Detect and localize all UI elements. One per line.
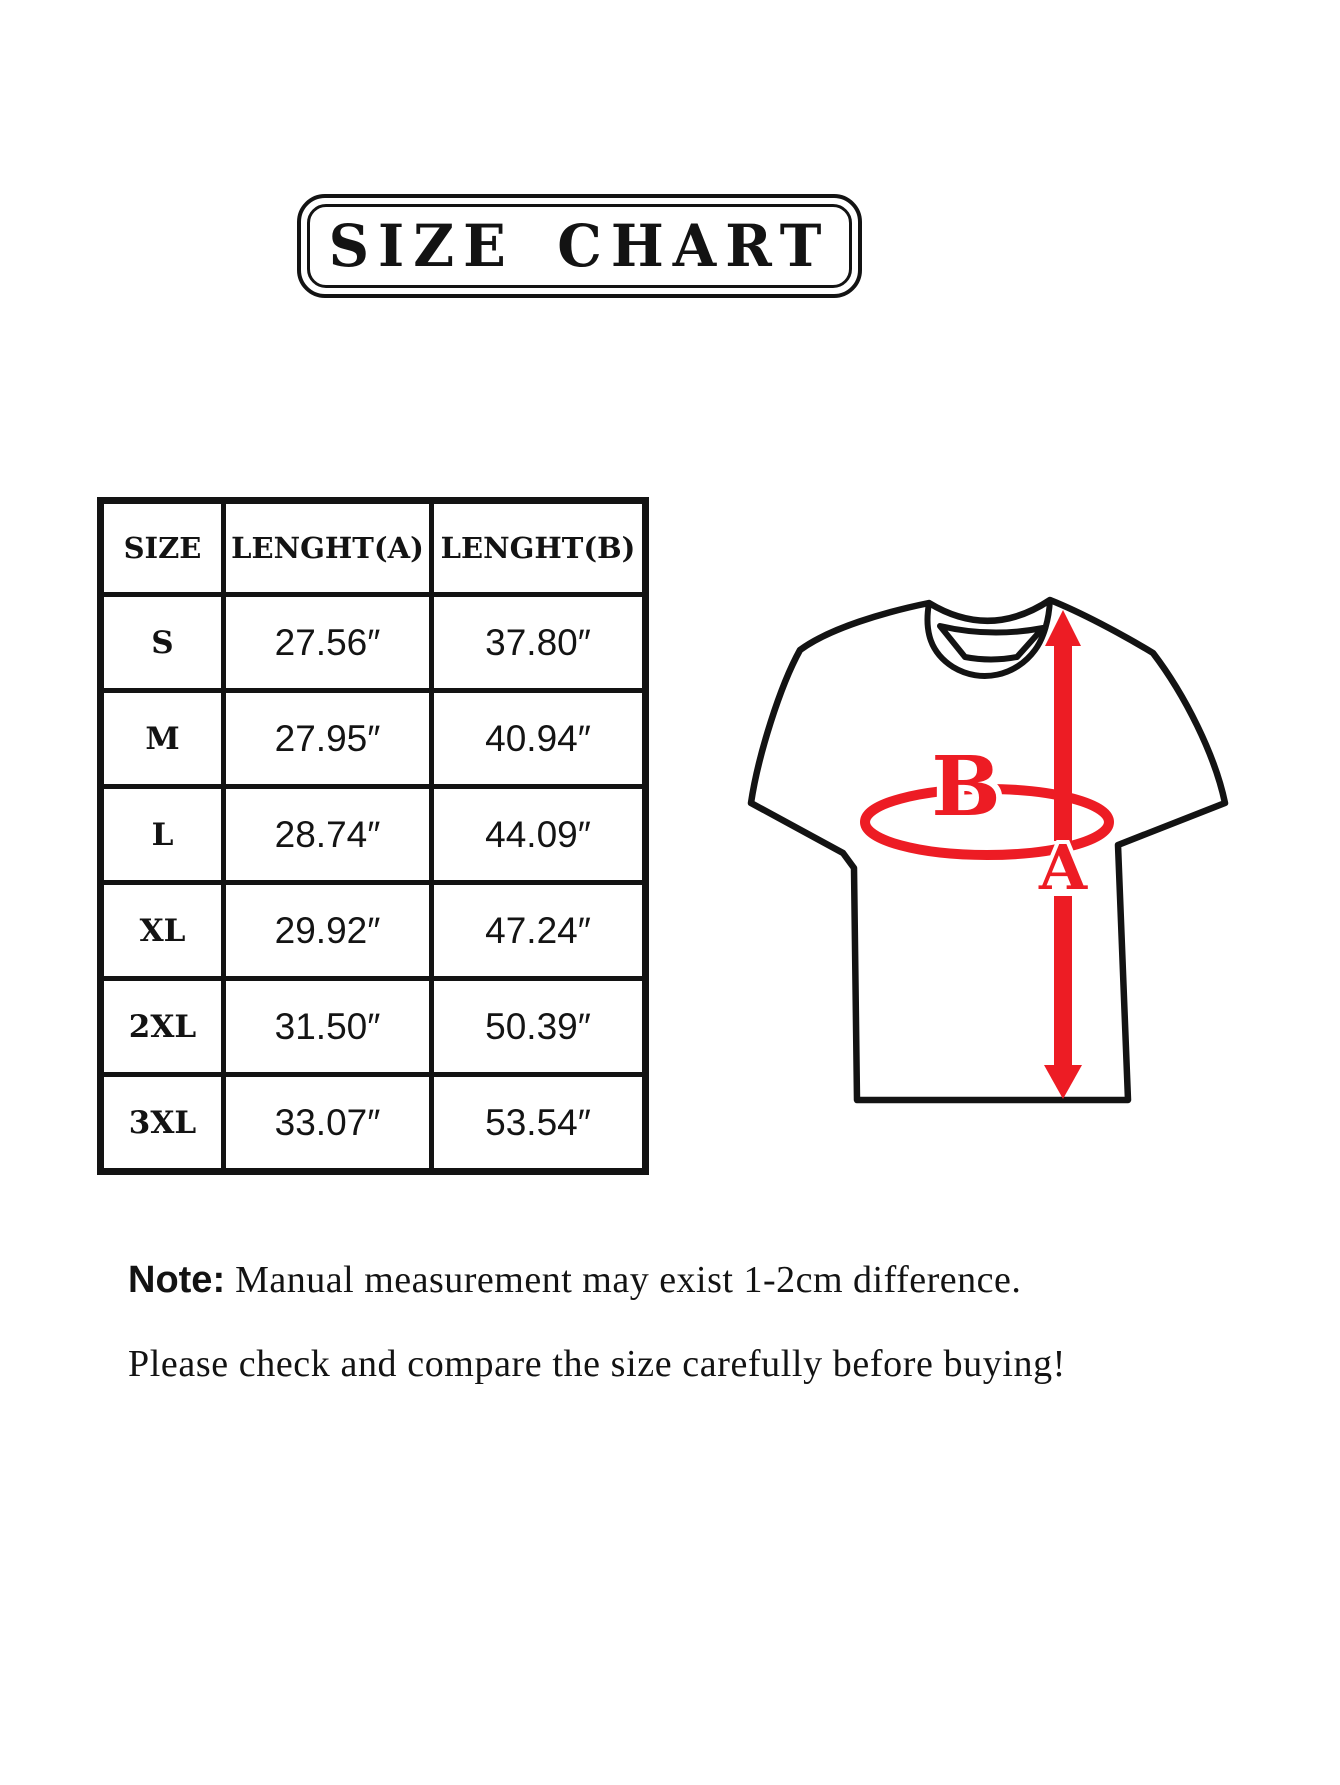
tshirt-illustration [640, 500, 1240, 1120]
page-title: SIZE CHART [328, 211, 831, 281]
row-length-b: 53.54″ [432, 1075, 646, 1172]
row-size-label: XL [101, 883, 224, 979]
row-size-label: L [101, 787, 224, 883]
table-row [101, 787, 646, 883]
note-block [128, 1258, 1228, 1386]
row-length-b: 50.39″ [432, 979, 646, 1075]
row-length-a: 33.07″ [224, 1075, 432, 1172]
row-length-a: 29.92″ [224, 883, 432, 979]
row-length-b: 44.09″ [432, 787, 646, 883]
row-size-label: M [101, 691, 224, 787]
length-arrow-shaft-lower [1054, 896, 1072, 1068]
row-length-b: 37.80″ [432, 595, 646, 691]
note-line-1 [128, 1258, 1228, 1302]
tshirt-diagram [640, 500, 1240, 1120]
note-line-2: Please check and compare the size carefully before buying! [128, 1343, 1066, 1385]
table-header-row [101, 501, 646, 595]
row-length-a: 27.56″ [224, 595, 432, 691]
row-size-label: S [101, 595, 224, 691]
table-row [101, 595, 646, 691]
size-table [97, 497, 649, 1175]
size-table-body [101, 595, 646, 1172]
header-length-a: LENGHT(A) [224, 501, 432, 595]
row-length-b: 40.94″ [432, 691, 646, 787]
note-prefix: Note: [128, 1259, 226, 1301]
title-inner-frame [307, 204, 852, 288]
table-row [101, 691, 646, 787]
row-size-label: 2XL [101, 979, 224, 1075]
row-length-b: 47.24″ [432, 883, 646, 979]
row-length-a: 28.74″ [224, 787, 432, 883]
size-chart-title-box [297, 194, 862, 298]
row-length-a: 31.50″ [224, 979, 432, 1075]
note-line-1-text: Manual measurement may exist 1-2cm difference. [225, 1259, 1022, 1301]
length-arrow-shaft-upper [1054, 640, 1072, 841]
header-length-b: LENGHT(B) [432, 501, 646, 595]
table-row [101, 883, 646, 979]
label-a: A [1038, 831, 1088, 904]
table-row [101, 1075, 646, 1172]
row-length-a: 27.95″ [224, 691, 432, 787]
table-row [101, 979, 646, 1075]
header-size: SIZE [101, 501, 224, 595]
row-size-label: 3XL [101, 1075, 224, 1172]
label-b: B [931, 739, 1001, 835]
